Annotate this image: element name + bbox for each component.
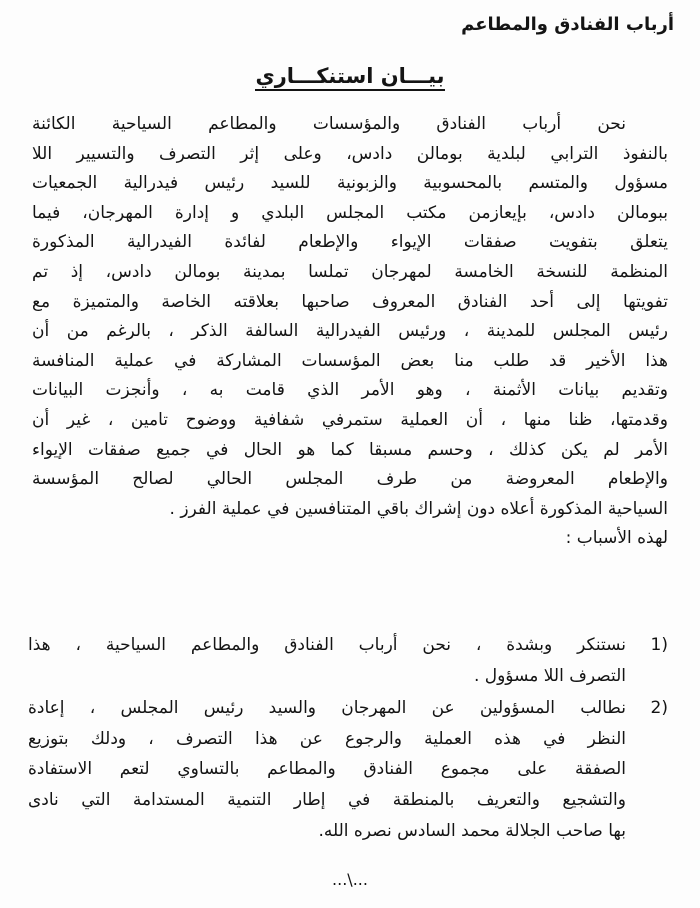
paragraph-line: ببومالن دادس، بإيعازمن مكتب المجلس البلدي و إدارة المهرجان، فيما <box>32 202 668 223</box>
paragraph-line: الأمر لم يكن كذلك ، وحسم مسبقا كما هو الحال في جميع صفقات الإيواء <box>32 439 668 460</box>
demands-list <box>28 630 668 848</box>
paragraph-line: والإطعام المعروضة من طرف المجلس الحالي لصالح المؤسسة <box>32 469 668 490</box>
demand-line: التصرف اللا مسؤول . <box>473 665 626 686</box>
statement-body <box>32 110 668 554</box>
document-title <box>0 64 700 88</box>
demand-line: نستنكر وبشدة ، نحن أرباب الفنادق والمطاعم السياحية ، هذا <box>28 635 626 655</box>
demand-line: النظر في هذه العملية والرجوع عن هذا التصرف ، ودلك بتوزيع <box>28 728 626 749</box>
paragraph-line: المنظمة للنسخة الخامسة لمهرجان تملسا بمدينة بومالن دادس، إذ تم <box>32 261 668 282</box>
demand-item <box>28 693 668 846</box>
document-header: أرباب الفنادق والمطاعم <box>461 14 674 35</box>
paragraph-line: رئيس المجلس للمدينة ، ورئيس الفيدرالية السالفة الذكر ، بالرغم من أن <box>32 321 668 342</box>
paragraph-line: مسؤول والمتسم بالمحسوبية والزبونية للسيد رئيس فيدرالية الجمعيات <box>32 173 668 194</box>
demand-line: بها صاحب الجلالة محمد السادس نصره الله. <box>318 820 626 841</box>
paragraph-line: نحن أرباب الفنادق والمؤسسات والمطاعم السياحية الكائنة <box>32 114 626 134</box>
paragraph-line: يتعلق بتفويت صفقات الإيواء والإطعام لفائدة الفيدرالية المذكورة <box>32 232 668 253</box>
demand-line: نطالب المسؤولين عن المهرجان والسيد رئيس المجلس ، إعادة <box>28 698 626 719</box>
demand-number: 2) <box>650 698 668 719</box>
paragraph-line: تفويتها إلى أحد الفنادق المعروف صاحبها بعلاقته الخاصة والمتميزة مع <box>32 291 668 312</box>
paragraph-line: بالنفوذ الترابي لبلدية بومالن دادس، وعلى إثر التصرف والتسيير اللا <box>32 143 668 164</box>
paragraph-line: لهذه الأسباب : <box>565 528 668 549</box>
demand-line: والتشجيع والتعريف بالمنطقة في إطار التنمية المستدامة التي نادى <box>28 789 626 810</box>
paragraph-line: وقدمتها، ظنا منها ، أن العملية ستمرفي شفافية ووضوح تامين ، غير أن <box>32 409 668 430</box>
page-continuation-marker: ...\... <box>332 870 368 889</box>
paragraph-line: هذا الأخير قد طلب منا بعض المؤسسات المشاركة في عملية المنافسة <box>32 350 668 371</box>
demand-line: الصفقة على مجموع الفنادق والمطاعم بالتساوي لتعم الاستفادة <box>28 759 626 780</box>
paragraph-line: وتقديم بيانات الأثمنة ، وهو الأمر الذي قامت به ، وأنجزت البيانات <box>32 380 668 401</box>
statement-paragraph <box>32 110 668 554</box>
demand-number: 1) <box>650 635 668 655</box>
paragraph-line: السياحية المذكورة أعلاه دون إشراك باقي المتنافسين في عملية الفرز . <box>169 498 668 519</box>
demand-item <box>28 630 668 691</box>
document-title-text: بيـــان استنكـــاري <box>255 64 444 91</box>
